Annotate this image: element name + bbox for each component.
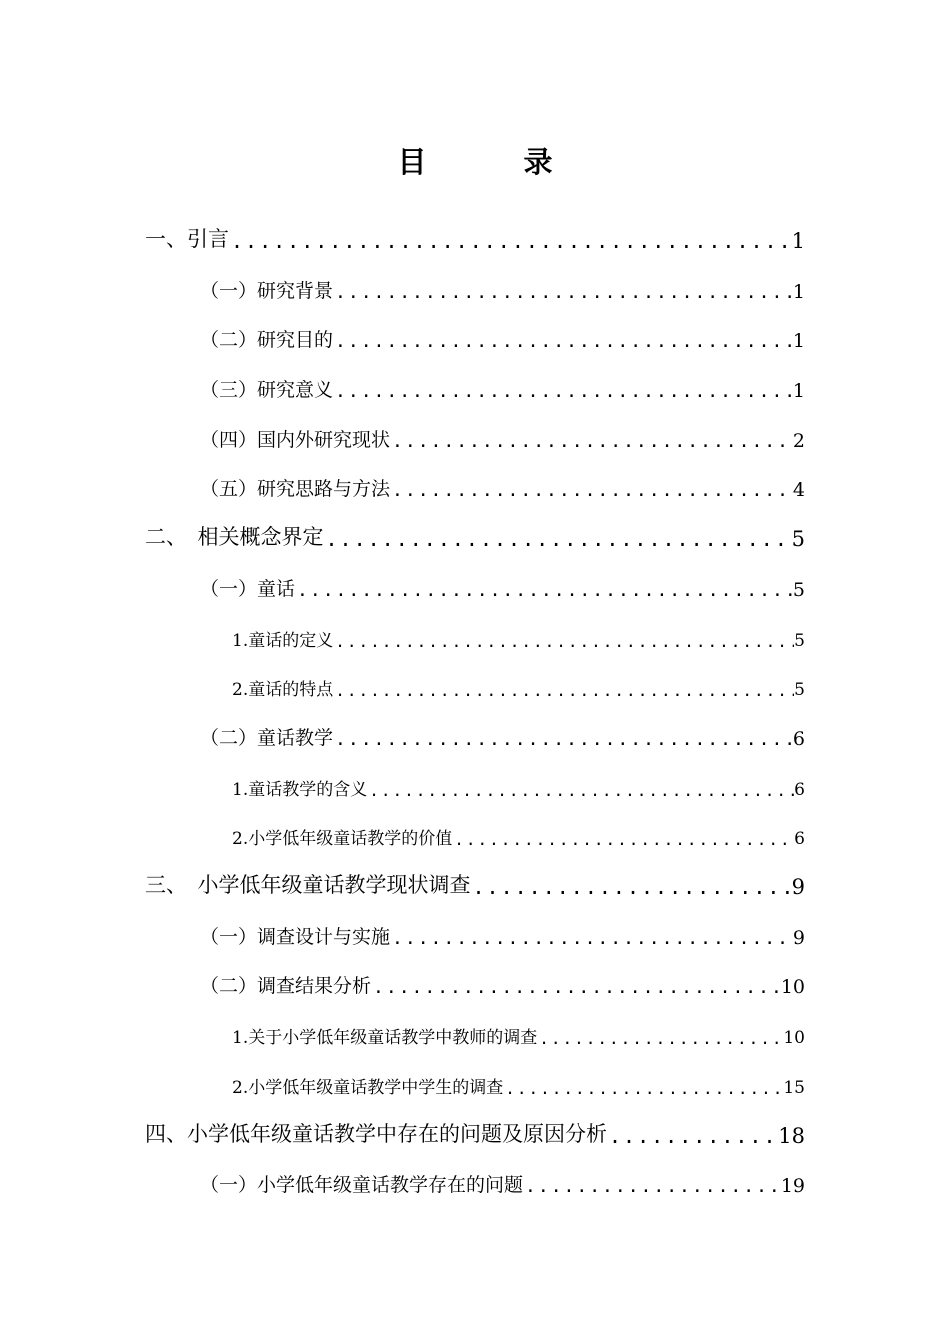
toc-entry-page: 9 xyxy=(792,927,805,949)
toc-entry-label: 四、小学低年级童话教学中存在的问题及原因分析 xyxy=(145,1122,607,1146)
dot-leader xyxy=(324,527,792,551)
toc-entry-label: 2.童话的特点 xyxy=(232,680,334,700)
dot-leader xyxy=(537,1029,783,1048)
toc-entry-page: 19 xyxy=(780,1175,805,1197)
dot-leader xyxy=(333,632,794,651)
toc-entry-page: 9 xyxy=(791,875,805,899)
toc-entry[interactable] xyxy=(200,1167,805,1197)
toc-entry-page: 10 xyxy=(780,976,805,998)
toc-entry[interactable] xyxy=(200,571,805,601)
toc-entry[interactable] xyxy=(232,621,805,651)
toc-entry-page: 6 xyxy=(794,780,805,800)
dot-leader xyxy=(333,381,793,402)
toc-entry-label: 二、 相关概念界定 xyxy=(145,525,324,549)
toc-entry-page: 15 xyxy=(783,1078,805,1098)
dot-leader xyxy=(607,1124,778,1148)
dot-leader xyxy=(295,580,793,601)
toc-entry[interactable] xyxy=(145,521,805,551)
toc-entry-label: （二）研究目的 xyxy=(200,329,334,351)
toc-entry-page: 1 xyxy=(792,330,805,352)
toc-entry-label: （二）调查结果分析 xyxy=(200,975,372,997)
toc-entry-label: 1.童话教学的含义 xyxy=(232,780,368,800)
toc-entry[interactable] xyxy=(145,1118,805,1148)
dot-leader xyxy=(452,830,794,849)
dot-leader xyxy=(471,875,792,899)
toc-entry[interactable] xyxy=(232,770,805,800)
toc-entry-label: （三）研究意义 xyxy=(200,379,334,401)
toc-title: 目 录 xyxy=(397,145,587,179)
toc-entry-page: 10 xyxy=(783,1028,805,1048)
toc-entry-label: 1.童话的定义 xyxy=(232,631,334,651)
toc-entry[interactable] xyxy=(200,322,805,352)
toc-entry-label: 一、引言 xyxy=(145,227,229,251)
toc-entry[interactable] xyxy=(200,471,805,501)
toc-entry[interactable] xyxy=(145,223,805,253)
toc-entry-page: 1 xyxy=(791,229,805,253)
toc-entry-page: 5 xyxy=(792,579,805,601)
toc-entry-label: （四）国内外研究现状 xyxy=(200,429,391,451)
dot-leader xyxy=(390,928,793,949)
toc-entry[interactable] xyxy=(232,819,805,849)
toc-entry[interactable] xyxy=(232,1068,805,1098)
toc-entry[interactable] xyxy=(200,422,805,452)
toc-entry[interactable] xyxy=(200,372,805,402)
toc-entry-page: 5 xyxy=(791,527,805,551)
toc-entry-page: 2 xyxy=(792,430,805,452)
dot-leader xyxy=(333,331,793,352)
toc-entry-page: 6 xyxy=(794,829,805,849)
toc-entry[interactable] xyxy=(200,273,805,303)
toc-entry-label: （一）研究背景 xyxy=(200,280,334,302)
toc-entry-label: （一）童话 xyxy=(200,578,296,600)
dot-leader xyxy=(333,681,794,700)
toc-entry-label: （一）小学低年级童话教学存在的问题 xyxy=(200,1174,524,1196)
toc-entry-page: 5 xyxy=(794,680,805,700)
toc-entry[interactable] xyxy=(200,968,805,998)
toc-entry-page: 6 xyxy=(792,728,805,750)
toc-entry[interactable] xyxy=(145,869,805,899)
dot-leader xyxy=(390,431,793,452)
toc-entry-label: 三、 小学低年级童话教学现状调查 xyxy=(145,873,471,897)
toc-entry-page: 1 xyxy=(792,380,805,402)
dot-leader xyxy=(367,781,794,800)
dot-leader xyxy=(523,1176,781,1197)
toc-entry-label: 2.小学低年级童话教学的价值 xyxy=(232,829,453,849)
dot-leader xyxy=(503,1079,783,1098)
toc-entry-page: 18 xyxy=(778,1124,805,1148)
dot-leader xyxy=(333,282,793,303)
toc-entry[interactable] xyxy=(232,1018,805,1048)
toc-entry-label: （五）研究思路与方法 xyxy=(200,478,391,500)
toc-entry-page: 5 xyxy=(794,631,805,651)
toc-entry-label: 2.小学低年级童话教学中学生的调查 xyxy=(232,1078,504,1098)
toc-entry-label: 1.关于小学低年级童话教学中教师的调查 xyxy=(232,1028,538,1048)
toc-entry-label: （二）童话教学 xyxy=(200,727,334,749)
dot-leader xyxy=(390,480,793,501)
dot-leader xyxy=(371,977,781,998)
toc-entry[interactable] xyxy=(200,919,805,949)
toc-entry-page: 1 xyxy=(792,281,805,303)
dot-leader xyxy=(229,229,792,253)
dot-leader xyxy=(333,729,793,750)
toc-entry-label: （一）调查设计与实施 xyxy=(200,926,391,948)
toc-entry[interactable] xyxy=(232,670,805,700)
toc-entry-page: 4 xyxy=(792,479,805,501)
toc-entry[interactable] xyxy=(200,720,805,750)
